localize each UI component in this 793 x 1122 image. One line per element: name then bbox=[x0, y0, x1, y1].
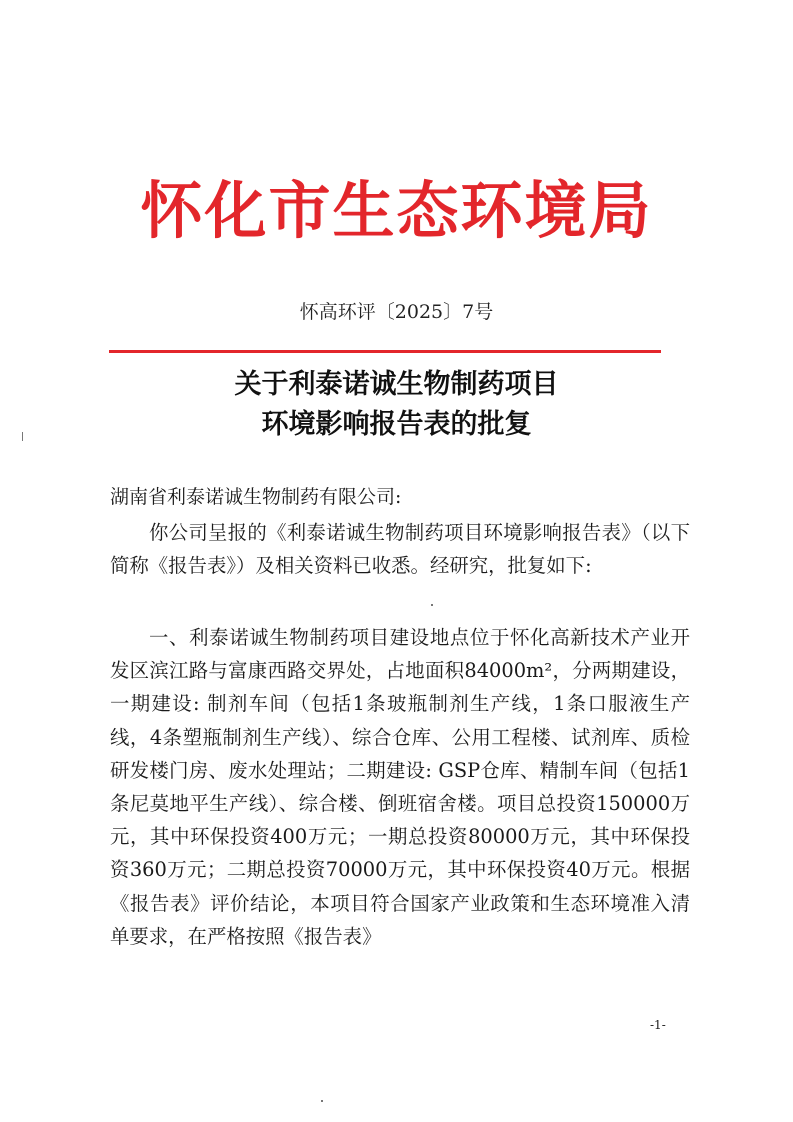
scan-speck bbox=[431, 604, 433, 606]
scan-speck bbox=[22, 432, 23, 441]
document-number: 怀高环评〔2025〕7号 bbox=[299, 301, 494, 323]
agency-header: 怀化市生态环境局 bbox=[140, 174, 653, 247]
body-paragraph-2: 一、利泰诺诚生物制药项目建设地点位于怀化高新技术产业开发区滨江路与富康西路交界处，占地面积84000m²，分两期建设，一期建设: 制剂车间（包括1条玻瓶制剂生产线，1条口服液生产线，4条塑瓶制剂生产线）、综合仓库、公用工程楼、试剂库、质检研发楼门房、废水处理站；二期建设: GSP仓库、精制车间（包括1条尼莫地平生产线）、综合楼、倒班宿舍楼。项目总投资150000万元，其中环保投资400万元；一期总投资80000万元，其中环保投资360万元；二期总投资70000万元，其中环保投资40万元。根据《报告表》评价结论，本项目符合国家产业政策和生态环境准入清单要求，在严格按照《报告表》 bbox=[110, 626, 690, 948]
red-separator-rule bbox=[109, 350, 661, 353]
document-title-line-1: 关于利泰诺诚生物制药项目 bbox=[234, 369, 559, 400]
addressee: 湖南省利泰诺诚生物制药有限公司: bbox=[110, 486, 402, 508]
body-paragraph-1: 你公司呈报的《利泰诺诚生物制药项目环境影响报告表》（以下简称《报告表》）及相关资料已收悉。经研究，批复如下: bbox=[110, 521, 690, 578]
document-title-line-2: 环境影响报告表的批复 bbox=[261, 409, 532, 440]
page-number: -1- bbox=[650, 1018, 666, 1032]
scan-speck bbox=[321, 1100, 323, 1102]
